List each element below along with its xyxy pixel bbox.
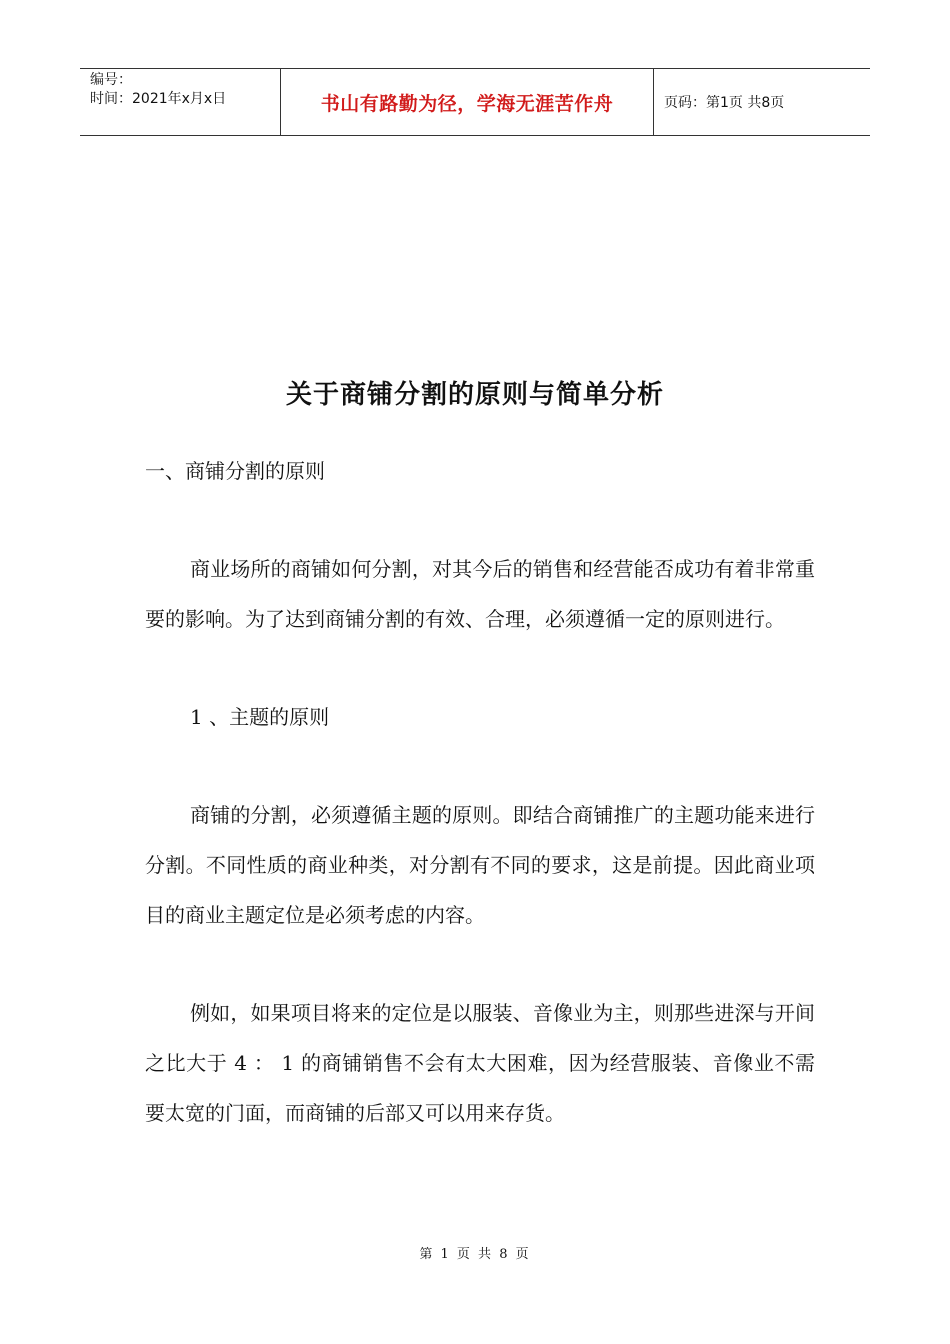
time-label: 时间：2021年x月x日 xyxy=(90,91,227,107)
subsection-heading: 1 、主题的原则 xyxy=(190,705,330,729)
serial-number-label: 编号： xyxy=(90,72,132,88)
header-motto: 书山有路勤为径，学海无涯苦作舟 xyxy=(281,69,654,135)
header-table xyxy=(80,68,870,136)
header-page-info: 页码：第1页 共8页 xyxy=(664,95,785,111)
document-body xyxy=(145,446,815,1186)
paragraph-example: 例如，如果项目将来的定位是以服装、音像业为主，则那些进深与开间之比大于 4 ： 1 的商铺销售不会有太大困难，因为经营服装、音像业不需要太宽的门面，而商铺的后部又可以用来存货。 xyxy=(145,1001,815,1125)
paragraph-intro: 商业场所的商铺如何分割，对其今后的销售和经营能否成功有着非常重要的影响。为了达到商铺分割的有效、合理，必须遵循一定的原则进行。 xyxy=(145,557,815,631)
page-footer: 第 1 页 共 8 页 xyxy=(419,1247,531,1262)
header-meta xyxy=(80,69,281,135)
paragraph-theme: 商铺的分割，必须遵循主题的原则。即结合商铺推广的主题功能来进行分割。不同性质的商业种类，对分割有不同的要求，这是前提。因此商业项目的商业主题定位是必须考虑的内容。 xyxy=(145,803,815,927)
section-heading: 一、商铺分割的原则 xyxy=(145,459,325,483)
document-title: 关于商铺分割的原则与简单分析 xyxy=(285,380,664,410)
